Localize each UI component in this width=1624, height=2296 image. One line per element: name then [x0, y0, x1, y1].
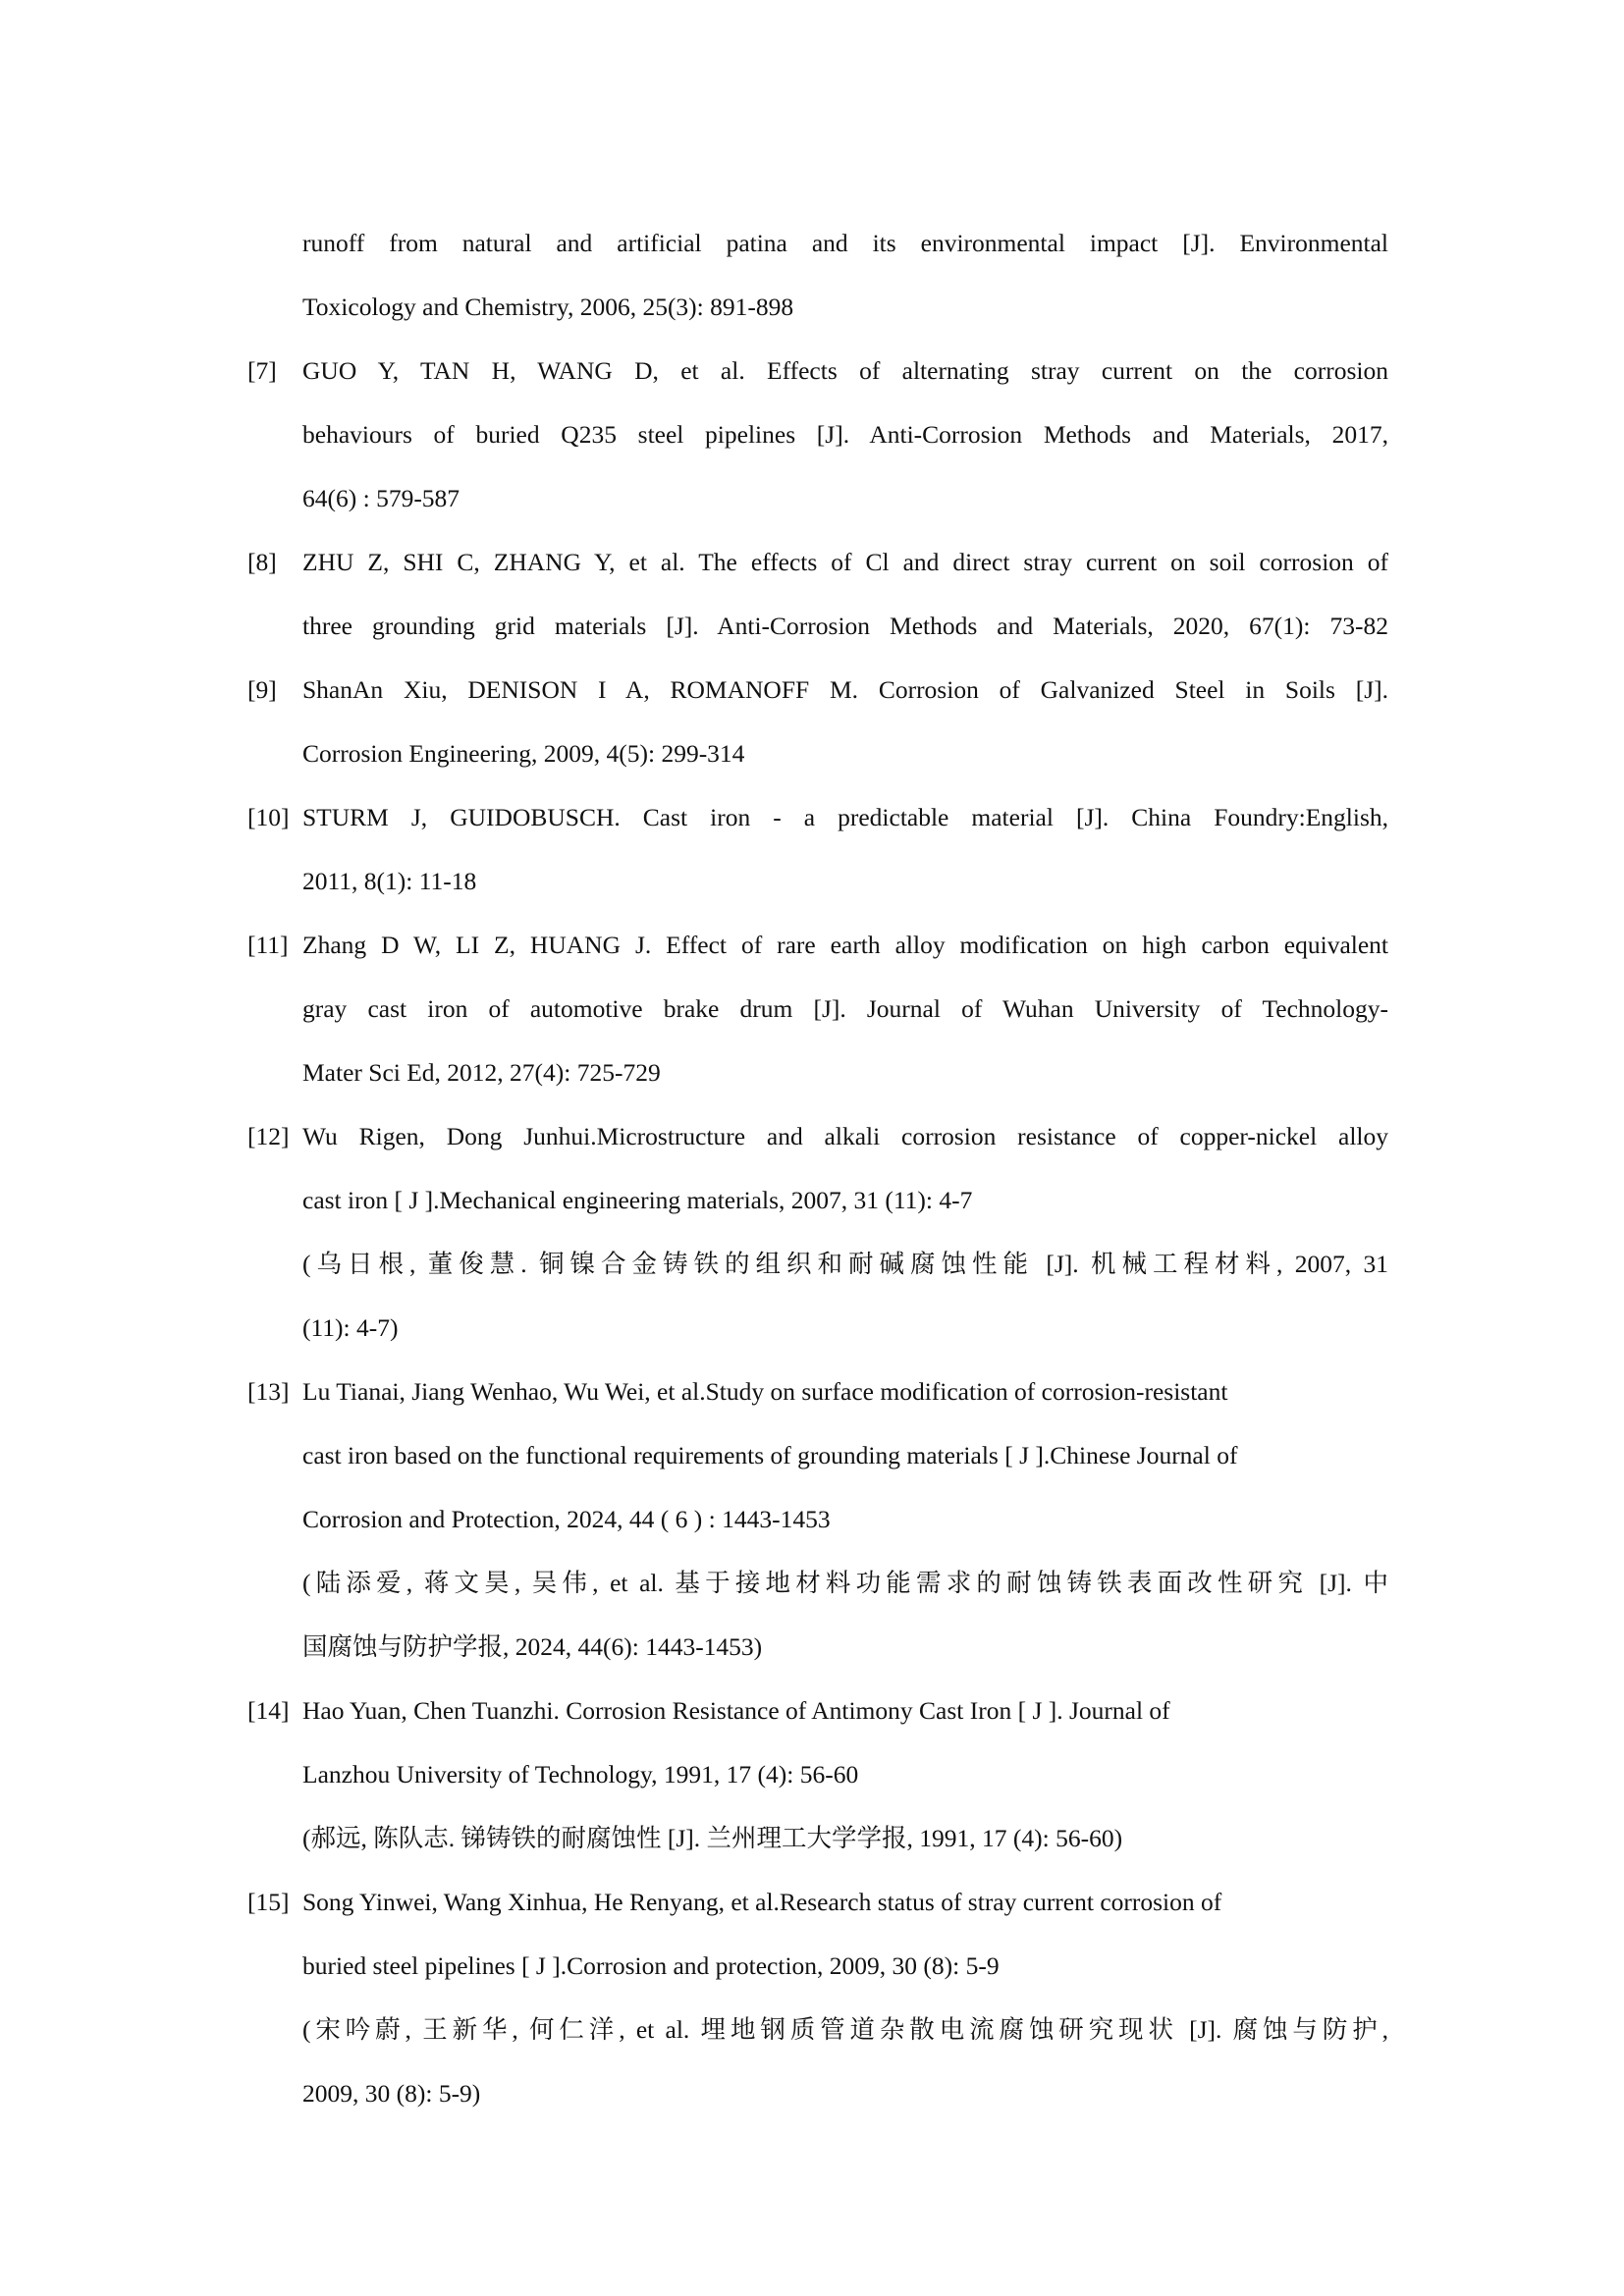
reference-number: [7]: [247, 356, 277, 385]
reference-number: [8]: [247, 548, 277, 576]
reference-text: [302, 530, 1388, 658]
reference-line: gray cast iron of automotive brake drum [J]. Journal of Wuhan University of Technology-: [302, 994, 1388, 1023]
reference-line: (郝远, 陈队志. 锑铸铁的耐腐蚀性 [J]. 兰州理工大学学报, 1991, 17 (4): 56-60): [302, 1824, 1123, 1852]
reference-line: behaviours of buried Q235 steel pipelines [J]. Anti-Corrosion Methods and Materials, 2017,: [302, 420, 1388, 449]
reference-entry: [247, 658, 1388, 785]
reference-line: Corrosion Engineering, 2009, 4(5): 299-314: [302, 739, 745, 768]
reference-line: GUO Y, TAN H, WANG D, et al. Effects of alternating stray current on the corrosion: [302, 356, 1388, 385]
reference-line: Song Yinwei, Wang Xinhua, He Renyang, et al.Research status of stray current corrosion of: [302, 1888, 1222, 1916]
reference-text: [302, 785, 1388, 913]
reference-text: [302, 211, 1388, 339]
reference-line: Wu Rigen, Dong Junhui.Microstructure and alkali corrosion resistance of copper-nickel alloy: [302, 1122, 1388, 1150]
reference-number: [10]: [247, 803, 290, 831]
reference-list: [247, 211, 1388, 2125]
reference-number: [14]: [247, 1696, 290, 1725]
reference-text: [302, 1679, 1388, 1870]
reference-line: Hao Yuan, Chen Tuanzhi. Corrosion Resistance of Antimony Cast Iron [ J ]. Journal of: [302, 1696, 1170, 1725]
reference-line: ShanAn Xiu, DENISON I A, ROMANOFF M. Corrosion of Galvanized Steel in Soils [J].: [302, 675, 1388, 704]
reference-entry: [247, 785, 1388, 913]
reference-text: [302, 339, 1388, 530]
reference-line: Toxicology and Chemistry, 2006, 25(3): 891-898: [302, 293, 794, 321]
reference-line: Mater Sci Ed, 2012, 27(4): 725-729: [302, 1058, 661, 1087]
reference-number: [13]: [247, 1377, 290, 1406]
reference-entry: [247, 339, 1388, 530]
reference-line: (11): 4-7): [302, 1313, 399, 1342]
reference-entry: [247, 1679, 1388, 1870]
reference-entry-continued: [247, 211, 1388, 339]
reference-number: [9]: [247, 675, 277, 704]
reference-line: 2009, 30 (8): 5-9): [302, 2079, 481, 2108]
reference-text: [302, 913, 1388, 1104]
reference-line: (陆添爱, 蒋文昊, 吴伟, et al. 基于接地材料功能需求的耐蚀铸铁表面改性研究 [J]. 中: [302, 1569, 1388, 1597]
reference-line: ZHU Z, SHI C, ZHANG Y, et al. The effects of Cl and direct stray current on soil corrosion of: [302, 548, 1388, 576]
reference-line: three grounding grid materials [J]. Anti-Corrosion Methods and Materials, 2020, 67(1): 73-82: [302, 612, 1388, 640]
reference-text: [302, 658, 1388, 785]
reference-entry: [247, 1360, 1388, 1679]
reference-line: Lu Tianai, Jiang Wenhao, Wu Wei, et al.Study on surface modification of corrosion-resistant: [302, 1377, 1228, 1406]
reference-line: (宋吟蔚, 王新华, 何仁洋, et al. 埋地钢质管道杂散电流腐蚀研究现状 [J]. 腐蚀与防护,: [302, 2015, 1388, 2044]
reference-line: cast iron [ J ].Mechanical engineering materials, 2007, 31 (11): 4-7: [302, 1186, 973, 1214]
reference-text: [302, 1360, 1388, 1679]
reference-entry: [247, 1870, 1388, 2125]
reference-entry: [247, 1104, 1388, 1360]
reference-number: [15]: [247, 1888, 290, 1916]
reference-entry: [247, 913, 1388, 1104]
reference-text: [302, 1870, 1388, 2125]
reference-line: 国腐蚀与防护学报, 2024, 44(6): 1443-1453): [302, 1632, 763, 1661]
reference-line: Zhang D W, LI Z, HUANG J. Effect of rare earth alloy modification on high carbon equivalent: [302, 931, 1388, 959]
reference-number: [12]: [247, 1122, 290, 1150]
reference-entry: [247, 530, 1388, 658]
reference-line: (乌日根, 董俊慧. 铜镍合金铸铁的组织和耐碱腐蚀性能 [J]. 机械工程材料, 2007, 31: [302, 1250, 1388, 1278]
reference-number: [11]: [247, 931, 289, 959]
reference-line: buried steel pipelines [ J ].Corrosion and protection, 2009, 30 (8): 5-9: [302, 1951, 1000, 1980]
reference-line: 64(6) : 579-587: [302, 484, 460, 512]
reference-text: [302, 1104, 1388, 1360]
reference-line: runoff from natural and artificial patina and its environmental impact [J]. Environmental: [302, 229, 1388, 257]
reference-line: cast iron based on the functional requirements of grounding materials [ J ].Chinese Journal of: [302, 1441, 1238, 1469]
reference-line: STURM J, GUIDOBUSCH. Cast iron - a predictable material [J]. China Foundry:English,: [302, 803, 1388, 831]
reference-line: 2011, 8(1): 11-18: [302, 867, 477, 895]
reference-line: Lanzhou University of Technology, 1991, 17 (4): 56-60: [302, 1760, 859, 1789]
reference-line: Corrosion and Protection, 2024, 44 ( 6 ) : 1443-1453: [302, 1505, 831, 1533]
